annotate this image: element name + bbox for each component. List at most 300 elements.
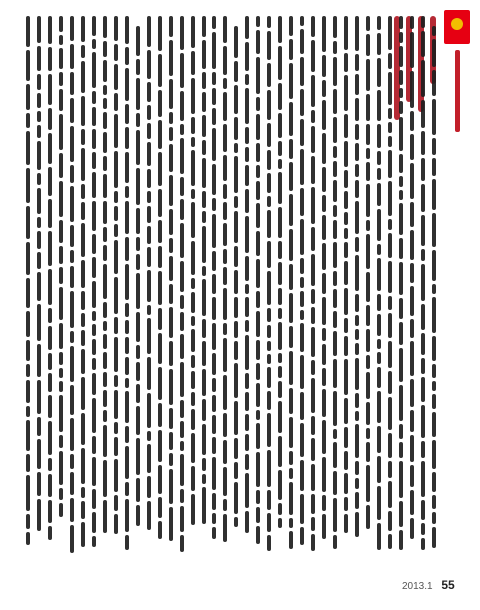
word-glyph: [136, 168, 140, 205]
word-glyph: [322, 133, 326, 164]
word-glyph: [344, 451, 348, 470]
word-glyph: [256, 311, 260, 337]
word-glyph: [48, 231, 52, 266]
word-glyph: [377, 183, 381, 206]
word-glyph: [388, 433, 392, 458]
word-glyph: [37, 252, 41, 269]
word-glyph: [92, 512, 96, 533]
word-glyph: [26, 380, 30, 403]
word-glyph: [333, 311, 337, 328]
word-glyph: [355, 74, 359, 95]
word-glyph: [212, 493, 216, 510]
word-glyph: [267, 123, 271, 147]
word-glyph: [114, 437, 118, 456]
word-glyph: [256, 114, 260, 140]
word-glyph: [92, 373, 96, 395]
word-glyph: [191, 494, 195, 525]
word-glyph: [366, 402, 370, 425]
word-glyph: [256, 259, 260, 288]
word-glyph: [92, 152, 96, 169]
word-glyph: [300, 392, 304, 420]
word-glyph: [125, 303, 129, 317]
word-glyph: [136, 78, 140, 110]
word-glyph: [377, 258, 381, 291]
word-glyph: [256, 423, 260, 449]
word-glyph: [92, 311, 96, 321]
word-glyph: [59, 368, 63, 378]
word-glyph: [355, 329, 359, 340]
word-glyph: [256, 57, 260, 94]
word-glyph: [158, 54, 162, 87]
word-glyph: [114, 337, 118, 372]
word-glyph: [388, 296, 392, 310]
word-glyph: [388, 150, 392, 178]
word-glyph: [70, 186, 74, 222]
word-glyph: [202, 266, 206, 276]
text-column: [245, 16, 250, 574]
word-glyph: [300, 355, 304, 389]
text-column: [179, 16, 184, 574]
word-glyph: [48, 526, 52, 540]
word-glyph: [223, 467, 227, 496]
word-glyph: [366, 505, 370, 529]
word-glyph: [344, 114, 348, 138]
word-glyph: [223, 16, 227, 43]
word-glyph: [180, 400, 184, 418]
word-glyph: [26, 16, 30, 47]
word-glyph: [278, 113, 282, 138]
word-glyph: [278, 353, 282, 363]
text-column: [398, 16, 403, 574]
word-glyph: [223, 514, 227, 542]
word-glyph: [267, 367, 271, 388]
word-glyph: [388, 219, 392, 230]
word-glyph: [158, 16, 162, 51]
word-glyph: [388, 397, 392, 430]
word-glyph: [202, 158, 206, 188]
word-glyph: [388, 371, 392, 394]
word-glyph: [344, 261, 348, 285]
issue-label: 2013.1: [402, 581, 433, 592]
word-glyph: [289, 451, 293, 465]
word-glyph: [48, 47, 52, 71]
word-glyph: [256, 340, 260, 360]
word-glyph: [212, 378, 216, 392]
word-glyph: [223, 202, 227, 220]
text-column: [387, 16, 392, 574]
word-glyph: [278, 401, 282, 433]
word-glyph: [278, 207, 282, 238]
word-glyph: [377, 124, 381, 148]
word-glyph: [333, 117, 337, 143]
word-glyph: [355, 393, 359, 408]
word-glyph: [158, 367, 162, 400]
word-glyph: [432, 364, 436, 378]
word-glyph: [432, 381, 436, 391]
word-glyph: [421, 31, 425, 57]
word-glyph: [399, 154, 403, 173]
word-glyph: [278, 241, 282, 259]
word-glyph: [432, 250, 436, 281]
journal-name-vertical: [446, 50, 468, 132]
word-glyph: [114, 277, 118, 314]
word-glyph: [136, 438, 140, 475]
word-glyph: [410, 490, 414, 515]
word-glyph: [92, 339, 96, 355]
word-glyph: [322, 215, 326, 240]
word-glyph: [278, 322, 282, 350]
word-glyph: [344, 427, 348, 448]
text-column: [256, 16, 261, 574]
word-glyph: [256, 16, 260, 27]
word-glyph: [300, 16, 304, 26]
word-glyph: [421, 16, 425, 28]
word-glyph: [333, 535, 337, 549]
word-glyph: [322, 80, 326, 97]
word-glyph: [410, 202, 414, 227]
word-glyph: [114, 224, 118, 237]
word-glyph: [344, 191, 348, 209]
word-glyph: [267, 31, 271, 60]
word-glyph: [81, 448, 85, 484]
word-glyph: [202, 399, 206, 421]
word-glyph: [125, 446, 129, 479]
word-glyph: [245, 454, 249, 470]
word-glyph: [48, 353, 52, 370]
word-glyph: [169, 175, 173, 206]
word-glyph: [300, 149, 304, 185]
word-glyph: [202, 319, 206, 338]
word-glyph: [245, 434, 249, 451]
word-glyph: [245, 284, 249, 294]
text-column: [311, 16, 316, 574]
text-column: [102, 16, 107, 574]
word-glyph: [147, 476, 151, 498]
word-glyph: [70, 472, 74, 495]
word-glyph: [410, 32, 414, 68]
word-glyph: [388, 181, 392, 216]
word-glyph: [37, 417, 41, 436]
word-glyph: [399, 461, 403, 498]
word-glyph: [322, 457, 326, 492]
word-glyph: [333, 205, 337, 217]
word-glyph: [311, 126, 315, 153]
word-glyph: [388, 122, 392, 133]
word-glyph: [289, 351, 293, 385]
text-column: [409, 16, 414, 574]
word-glyph: [289, 102, 293, 136]
word-glyph: [256, 30, 260, 54]
word-glyph: [234, 401, 238, 435]
word-glyph: [355, 201, 359, 234]
word-glyph: [355, 461, 359, 475]
word-glyph: [322, 55, 326, 77]
text-column: [37, 16, 42, 574]
word-glyph: [136, 505, 140, 526]
word-glyph: [158, 308, 162, 330]
word-glyph: [92, 39, 96, 49]
word-glyph: [245, 16, 249, 39]
word-glyph: [202, 140, 206, 155]
page-number: 55: [441, 578, 455, 592]
word-glyph: [37, 472, 41, 496]
word-glyph: [399, 46, 403, 67]
word-glyph: [322, 420, 326, 454]
word-glyph: [191, 316, 195, 326]
word-glyph: [278, 518, 282, 528]
word-glyph: [410, 263, 414, 283]
word-glyph: [311, 416, 315, 435]
word-glyph: [70, 266, 74, 288]
word-glyph: [37, 125, 41, 138]
word-glyph: [81, 202, 85, 220]
word-glyph: [81, 291, 85, 310]
word-glyph: [158, 90, 162, 117]
word-glyph: [26, 278, 30, 308]
word-glyph: [399, 385, 403, 421]
word-glyph: [103, 352, 107, 369]
word-glyph: [421, 264, 425, 301]
word-glyph: [180, 53, 184, 88]
word-glyph: [355, 237, 359, 252]
word-glyph: [114, 514, 118, 534]
word-glyph: [202, 211, 206, 223]
word-glyph: [432, 213, 436, 247]
word-glyph: [37, 141, 41, 170]
word-glyph: [125, 535, 129, 550]
word-glyph: [59, 451, 63, 485]
word-glyph: [103, 425, 107, 457]
word-glyph: [103, 201, 107, 224]
word-glyph: [48, 458, 52, 471]
word-glyph: [26, 311, 30, 337]
word-glyph: [70, 498, 74, 522]
word-glyph: [37, 217, 41, 228]
word-glyph: [70, 291, 74, 328]
word-glyph: [366, 465, 370, 502]
word-glyph: [92, 201, 96, 231]
word-glyph: [26, 454, 30, 472]
text-column: [234, 16, 239, 574]
word-glyph: [92, 52, 96, 88]
word-glyph: [388, 313, 392, 338]
word-glyph: [212, 128, 216, 161]
word-glyph: [399, 176, 403, 187]
word-glyph: [399, 203, 403, 235]
word-glyph: [421, 538, 425, 550]
word-glyph: [355, 164, 359, 177]
word-glyph: [191, 16, 195, 48]
word-glyph: [289, 417, 293, 448]
word-glyph: [191, 137, 195, 147]
word-glyph: [103, 16, 107, 38]
word-glyph: [267, 413, 271, 447]
word-glyph: [70, 385, 74, 415]
word-glyph: [202, 424, 206, 455]
word-glyph: [388, 136, 392, 147]
word-glyph: [256, 383, 260, 407]
word-glyph: [256, 363, 260, 380]
word-glyph: [410, 379, 414, 407]
word-glyph: [223, 249, 227, 264]
text-column: [289, 16, 294, 574]
word-glyph: [81, 61, 85, 93]
text-column: [190, 16, 195, 574]
word-glyph: [158, 246, 162, 268]
word-glyph: [202, 458, 206, 471]
word-glyph: [289, 162, 293, 191]
word-glyph: [300, 277, 304, 288]
word-glyph: [70, 418, 74, 451]
word-glyph: [366, 355, 370, 369]
word-glyph: [37, 93, 41, 108]
word-glyph: [410, 518, 414, 539]
word-glyph: [136, 237, 140, 251]
word-glyph: [212, 214, 216, 248]
word-glyph: [212, 32, 216, 69]
word-glyph: [48, 500, 52, 523]
word-glyph: [399, 322, 403, 345]
word-glyph: [388, 461, 392, 478]
word-glyph: [421, 249, 425, 261]
word-glyph: [147, 501, 151, 530]
word-glyph: [26, 406, 30, 417]
word-glyph: [59, 352, 63, 365]
word-glyph: [322, 514, 326, 539]
word-glyph: [399, 238, 403, 259]
word-glyph: [311, 438, 315, 461]
word-glyph: [322, 16, 326, 52]
word-glyph: [366, 124, 370, 145]
word-glyph: [300, 258, 304, 274]
word-glyph: [202, 279, 206, 316]
word-glyph: [311, 534, 315, 551]
word-glyph: [432, 527, 436, 548]
word-glyph: [59, 48, 63, 69]
word-glyph: [202, 369, 206, 396]
word-glyph: [256, 410, 260, 420]
word-glyph: [432, 412, 436, 437]
word-glyph: [103, 227, 107, 242]
word-glyph: [158, 521, 162, 539]
text-column: [300, 16, 305, 574]
word-glyph: [169, 79, 173, 109]
text-column: [343, 16, 348, 574]
word-glyph: [344, 288, 348, 315]
word-glyph: [212, 513, 216, 524]
word-glyph: [92, 172, 96, 198]
word-glyph: [125, 320, 129, 334]
word-glyph: [267, 271, 271, 305]
word-glyph: [26, 242, 30, 275]
word-glyph: [333, 289, 337, 308]
word-glyph: [311, 327, 315, 357]
text-column: [70, 16, 75, 574]
word-glyph: [223, 92, 227, 121]
word-glyph: [322, 243, 326, 270]
word-glyph: [256, 452, 260, 487]
word-glyph: [70, 346, 74, 382]
word-glyph: [410, 163, 414, 199]
word-glyph: [245, 88, 249, 124]
word-glyph: [169, 16, 173, 37]
word-glyph: [114, 16, 118, 41]
word-glyph: [223, 124, 227, 152]
word-glyph: [114, 317, 118, 334]
word-glyph: [366, 442, 370, 462]
word-glyph: [180, 489, 184, 503]
word-glyph: [212, 274, 216, 294]
word-glyph: [278, 46, 282, 80]
word-glyph: [289, 16, 293, 36]
word-glyph: [366, 148, 370, 159]
word-glyph: [158, 189, 162, 217]
word-glyph: [245, 511, 249, 533]
word-glyph: [26, 113, 30, 128]
word-glyph: [26, 84, 30, 110]
word-glyph: [169, 369, 173, 405]
word-glyph: [59, 267, 63, 284]
word-glyph: [399, 262, 403, 295]
word-glyph: [344, 318, 348, 333]
word-glyph: [355, 315, 359, 326]
word-glyph: [147, 206, 151, 223]
word-glyph: [366, 372, 370, 399]
word-glyph: [344, 170, 348, 188]
word-glyph: [191, 355, 195, 368]
text-column: [223, 16, 228, 574]
word-glyph: [377, 16, 381, 30]
word-glyph: [256, 507, 260, 523]
word-glyph: [136, 208, 140, 234]
word-glyph: [234, 26, 238, 58]
text-column: [431, 16, 436, 574]
word-glyph: [103, 60, 107, 82]
word-glyph: [81, 330, 85, 346]
word-glyph: [125, 16, 129, 44]
word-glyph: [158, 403, 162, 427]
text-column: [124, 16, 129, 574]
word-glyph: [125, 68, 129, 101]
journal-name-mark: [455, 50, 460, 132]
word-glyph: [26, 364, 30, 377]
word-glyph: [114, 191, 118, 203]
page-footer: [402, 578, 455, 592]
word-glyph: [256, 181, 260, 200]
word-glyph: [278, 16, 282, 43]
word-glyph: [191, 466, 195, 491]
word-glyph: [289, 63, 293, 99]
word-glyph: [59, 287, 63, 320]
word-glyph: [355, 343, 359, 355]
journal-logo-icon: [444, 10, 470, 44]
word-glyph: [311, 16, 315, 37]
word-glyph: [103, 321, 107, 331]
word-glyph: [81, 96, 85, 126]
word-glyph: [410, 230, 414, 260]
word-glyph: [37, 304, 41, 341]
word-glyph: [147, 105, 151, 120]
word-glyph: [92, 436, 96, 454]
word-glyph: [344, 212, 348, 225]
word-glyph: [202, 341, 206, 366]
text-column: [322, 16, 327, 574]
word-glyph: [256, 143, 260, 162]
word-glyph: [70, 72, 74, 95]
word-glyph: [399, 530, 403, 550]
word-glyph: [92, 536, 96, 547]
word-glyph: [180, 16, 184, 50]
